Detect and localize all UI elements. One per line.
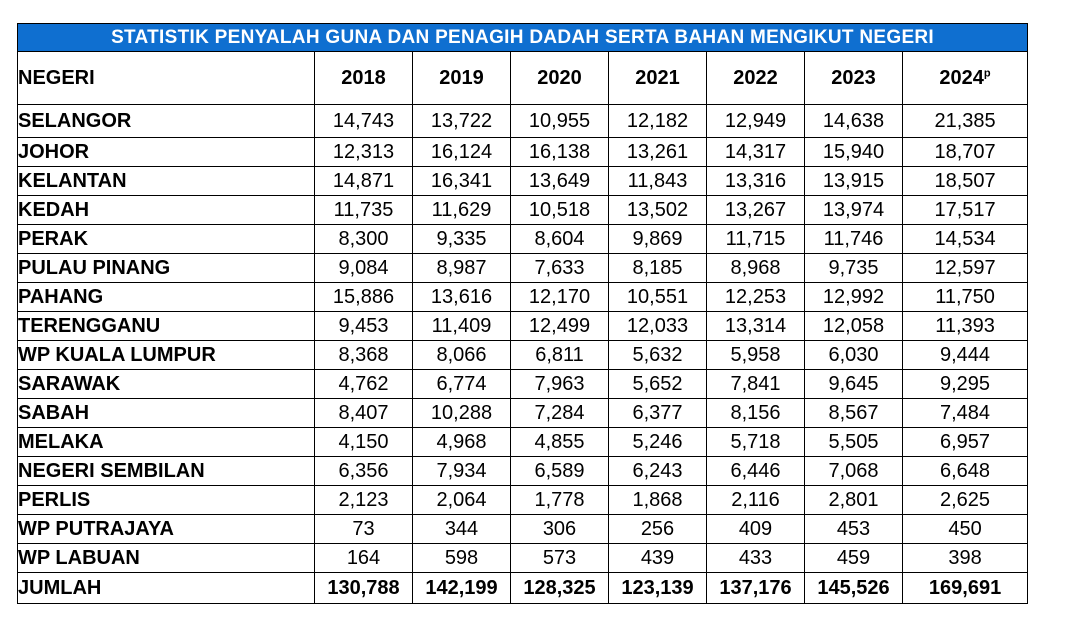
total-value: 145,526 — [805, 573, 903, 604]
cell-value: 13,616 — [413, 283, 511, 312]
table-row — [18, 167, 1028, 196]
cell-value: 9,084 — [315, 254, 413, 283]
cell-value: 12,992 — [805, 283, 903, 312]
cell-value: 8,368 — [315, 341, 413, 370]
table-row — [18, 225, 1028, 254]
table-row — [18, 544, 1028, 573]
cell-value: 7,963 — [511, 370, 609, 399]
cell-value: 11,409 — [413, 312, 511, 341]
state-name: WP LABUAN — [18, 544, 315, 573]
cell-value: 10,551 — [609, 283, 707, 312]
header-year-2018: 2018 — [315, 52, 413, 105]
cell-value: 2,064 — [413, 486, 511, 515]
cell-value: 13,314 — [707, 312, 805, 341]
cell-value: 573 — [511, 544, 609, 573]
table-row — [18, 486, 1028, 515]
cell-value: 11,629 — [413, 196, 511, 225]
cell-value: 439 — [609, 544, 707, 573]
state-name: WP KUALA LUMPUR — [18, 341, 315, 370]
cell-value: 12,499 — [511, 312, 609, 341]
state-name: KEDAH — [18, 196, 315, 225]
state-name: SELANGOR — [18, 105, 315, 138]
cell-value: 9,335 — [413, 225, 511, 254]
table-row — [18, 515, 1028, 544]
cell-value: 4,855 — [511, 428, 609, 457]
cell-value: 11,715 — [707, 225, 805, 254]
cell-value: 18,707 — [903, 138, 1028, 167]
cell-value: 11,843 — [609, 167, 707, 196]
table-row — [18, 341, 1028, 370]
total-value: 130,788 — [315, 573, 413, 604]
header-negeri: NEGERI — [18, 52, 315, 105]
cell-value: 4,968 — [413, 428, 511, 457]
table-row — [18, 370, 1028, 399]
cell-value: 8,185 — [609, 254, 707, 283]
table-row — [18, 312, 1028, 341]
cell-value: 15,886 — [315, 283, 413, 312]
cell-value: 398 — [903, 544, 1028, 573]
cell-value: 13,267 — [707, 196, 805, 225]
cell-value: 14,534 — [903, 225, 1028, 254]
cell-value: 11,746 — [805, 225, 903, 254]
cell-value: 17,517 — [903, 196, 1028, 225]
cell-value: 306 — [511, 515, 609, 544]
cell-value: 459 — [805, 544, 903, 573]
cell-value: 14,638 — [805, 105, 903, 138]
table-row — [18, 428, 1028, 457]
cell-value: 8,968 — [707, 254, 805, 283]
cell-value: 2,116 — [707, 486, 805, 515]
cell-value: 6,243 — [609, 457, 707, 486]
cell-value: 9,453 — [315, 312, 413, 341]
cell-value: 256 — [609, 515, 707, 544]
table-row — [18, 138, 1028, 167]
cell-value: 8,567 — [805, 399, 903, 428]
cell-value: 14,317 — [707, 138, 805, 167]
table-row — [18, 254, 1028, 283]
cell-value: 10,955 — [511, 105, 609, 138]
cell-value: 6,446 — [707, 457, 805, 486]
cell-value: 4,762 — [315, 370, 413, 399]
cell-value: 13,974 — [805, 196, 903, 225]
cell-value: 7,934 — [413, 457, 511, 486]
cell-value: 12,170 — [511, 283, 609, 312]
header-year-2020: 2020 — [511, 52, 609, 105]
cell-value: 4,150 — [315, 428, 413, 457]
cell-value: 12,313 — [315, 138, 413, 167]
cell-value: 14,743 — [315, 105, 413, 138]
cell-value: 344 — [413, 515, 511, 544]
cell-value: 7,841 — [707, 370, 805, 399]
cell-value: 7,633 — [511, 254, 609, 283]
cell-value: 13,722 — [413, 105, 511, 138]
total-row — [18, 573, 1028, 604]
table-row — [18, 399, 1028, 428]
table-title: STATISTIK PENYALAH GUNA DAN PENAGIH DADAH SERTA BAHAN MENGIKUT NEGERI — [18, 24, 1028, 52]
cell-value: 6,957 — [903, 428, 1028, 457]
cell-value: 6,648 — [903, 457, 1028, 486]
total-value: 169,691 — [903, 573, 1028, 604]
state-name: PULAU PINANG — [18, 254, 315, 283]
cell-value: 8,300 — [315, 225, 413, 254]
table-row — [18, 457, 1028, 486]
cell-value: 6,774 — [413, 370, 511, 399]
cell-value: 598 — [413, 544, 511, 573]
table-row — [18, 105, 1028, 138]
cell-value: 13,915 — [805, 167, 903, 196]
cell-value: 8,987 — [413, 254, 511, 283]
cell-value: 18,507 — [903, 167, 1028, 196]
cell-value: 10,288 — [413, 399, 511, 428]
cell-value: 10,518 — [511, 196, 609, 225]
cell-value: 450 — [903, 515, 1028, 544]
cell-value: 6,811 — [511, 341, 609, 370]
state-name: NEGERI SEMBILAN — [18, 457, 315, 486]
cell-value: 7,484 — [903, 399, 1028, 428]
cell-value: 7,284 — [511, 399, 609, 428]
cell-value: 164 — [315, 544, 413, 573]
cell-value: 5,958 — [707, 341, 805, 370]
cell-value: 5,505 — [805, 428, 903, 457]
cell-value: 13,316 — [707, 167, 805, 196]
cell-value: 8,407 — [315, 399, 413, 428]
cell-value: 5,246 — [609, 428, 707, 457]
cell-value: 12,253 — [707, 283, 805, 312]
table-row — [18, 283, 1028, 312]
state-name: SARAWAK — [18, 370, 315, 399]
cell-value: 16,124 — [413, 138, 511, 167]
cell-value: 16,341 — [413, 167, 511, 196]
state-name: PERAK — [18, 225, 315, 254]
cell-value: 14,871 — [315, 167, 413, 196]
state-name: JOHOR — [18, 138, 315, 167]
header-year-2024-label: 2024 — [939, 66, 984, 89]
cell-value: 21,385 — [903, 105, 1028, 138]
cell-value: 6,589 — [511, 457, 609, 486]
cell-value: 5,652 — [609, 370, 707, 399]
header-year-2019: 2019 — [413, 52, 511, 105]
total-value: 137,176 — [707, 573, 805, 604]
cell-value: 11,750 — [903, 283, 1028, 312]
total-value: 128,325 — [511, 573, 609, 604]
cell-value: 409 — [707, 515, 805, 544]
cell-value: 12,597 — [903, 254, 1028, 283]
cell-value: 9,735 — [805, 254, 903, 283]
cell-value: 8,066 — [413, 341, 511, 370]
cell-value: 1,868 — [609, 486, 707, 515]
title-row — [18, 24, 1028, 52]
state-name: PAHANG — [18, 283, 315, 312]
cell-value: 7,068 — [805, 457, 903, 486]
cell-value: 8,604 — [511, 225, 609, 254]
statistics-table — [17, 23, 1028, 604]
cell-value: 9,444 — [903, 341, 1028, 370]
cell-value: 13,649 — [511, 167, 609, 196]
table-row — [18, 196, 1028, 225]
header-year-2023: 2023 — [805, 52, 903, 105]
cell-value: 73 — [315, 515, 413, 544]
cell-value: 8,156 — [707, 399, 805, 428]
cell-value: 6,356 — [315, 457, 413, 486]
cell-value: 12,033 — [609, 312, 707, 341]
state-name: MELAKA — [18, 428, 315, 457]
total-value: 142,199 — [413, 573, 511, 604]
cell-value: 5,632 — [609, 341, 707, 370]
cell-value: 12,182 — [609, 105, 707, 138]
cell-value: 15,940 — [805, 138, 903, 167]
cell-value: 9,645 — [805, 370, 903, 399]
header-year-2022: 2022 — [707, 52, 805, 105]
cell-value: 1,778 — [511, 486, 609, 515]
state-name: WP PUTRAJAYA — [18, 515, 315, 544]
cell-value: 13,261 — [609, 138, 707, 167]
cell-value: 9,869 — [609, 225, 707, 254]
cell-value: 11,735 — [315, 196, 413, 225]
cell-value: 2,801 — [805, 486, 903, 515]
state-name: TERENGGANU — [18, 312, 315, 341]
state-name: KELANTAN — [18, 167, 315, 196]
total-label: JUMLAH — [18, 573, 315, 604]
header-year-2021: 2021 — [609, 52, 707, 105]
state-name: SABAH — [18, 399, 315, 428]
cell-value: 433 — [707, 544, 805, 573]
header-year-2024 — [903, 52, 1028, 105]
cell-value: 16,138 — [511, 138, 609, 167]
total-value: 123,139 — [609, 573, 707, 604]
cell-value: 5,718 — [707, 428, 805, 457]
cell-value: 12,058 — [805, 312, 903, 341]
cell-value: 12,949 — [707, 105, 805, 138]
cell-value: 2,123 — [315, 486, 413, 515]
state-name: PERLIS — [18, 486, 315, 515]
cell-value: 13,502 — [609, 196, 707, 225]
cell-value: 453 — [805, 515, 903, 544]
provisional-mark: p — [983, 66, 991, 79]
header-row — [18, 52, 1028, 105]
cell-value: 6,377 — [609, 399, 707, 428]
cell-value: 2,625 — [903, 486, 1028, 515]
cell-value: 11,393 — [903, 312, 1028, 341]
cell-value: 6,030 — [805, 341, 903, 370]
cell-value: 9,295 — [903, 370, 1028, 399]
